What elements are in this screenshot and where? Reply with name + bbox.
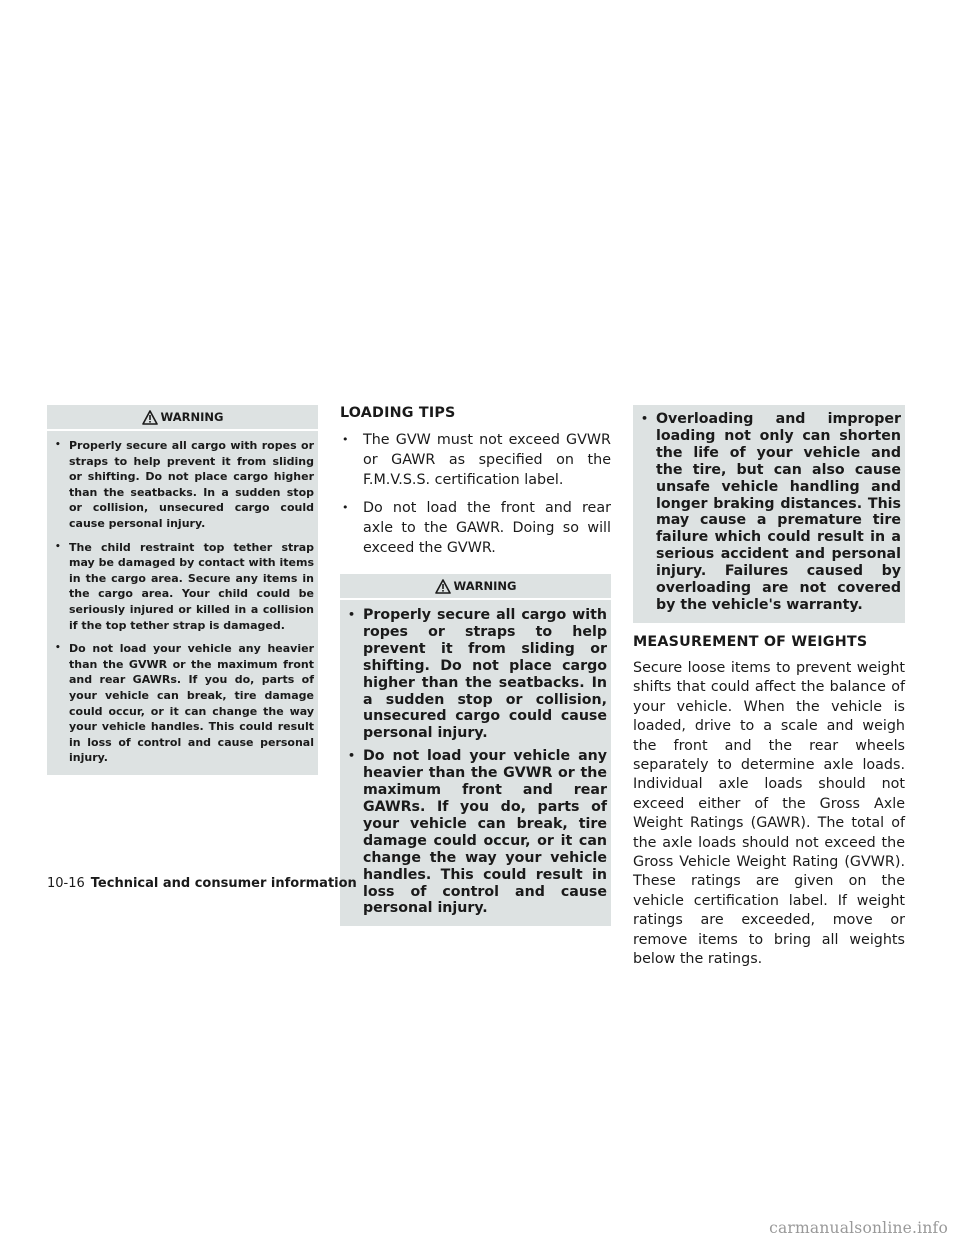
section-title: Technical and consumer information — [90, 876, 357, 891]
bullet: • — [348, 608, 356, 621]
warning-header — [47, 405, 318, 431]
list-item: • Do not load your vehicle any heavier than the GVWR or the maximum front and rear GAWRs. If you do, parts of your vehicle can break, tire damage could occur, or it can change the way your vehicle handles. This could result in loss of control and cause personal injury. — [55, 642, 314, 765]
list-item: • Do not load your vehicle any heavier than the GVWR or the maximum front and rear GAWRs. If you do, parts of your vehicle can break, tire damage could occur, or it can change the way your vehicle handles. This could result in loss of control and cause personal injury. — [348, 748, 607, 917]
section-heading-measurement: MEASUREMENT OF WEIGHTS — [633, 633, 868, 650]
list-item: • The child restraint top tether strap may be damaged by contact with items in the cargo area. Secure any items in the cargo area. Your child could be seriously injured or killed in a collision if the top tether strap is damaged. — [55, 540, 314, 632]
warning-list — [47, 431, 318, 775]
warning-box-1 — [47, 405, 318, 775]
page-number: 10-16 — [47, 876, 85, 891]
warning-label: WARNING — [160, 410, 224, 424]
watermark: carmanualsonline.info — [769, 1219, 948, 1237]
bullet: • — [55, 643, 61, 654]
column-right — [633, 405, 905, 969]
list-item: • Properly secure all cargo with ropes or straps to help prevent it from sliding or shifting. Do not place cargo higher than the seatbacks. In a sudden stop or collision, unsecured cargo could cause personal injury. — [55, 439, 314, 530]
warning-triangle-icon — [142, 410, 158, 425]
list-item: • The GVW must not exceed GVWR or GAWR as specified on the F.M.V.S.S. certification label. — [342, 432, 611, 488]
warning-list — [633, 405, 905, 623]
warning-label: WARNING — [453, 579, 517, 593]
list-item: • Properly secure all cargo with ropes or straps to help prevent it from sliding or shifting. Do not place cargo higher than the seatbacks. In a sudden stop or collision, unsecured cargo could cause personal injury. — [348, 607, 607, 742]
warning-box-continued — [633, 405, 905, 623]
page-footer — [47, 876, 357, 891]
warning-triangle-icon — [435, 579, 451, 594]
list-item: • Do not load the front and rear axle to the GAWR. Doing so will exceed the GVWR. — [342, 500, 611, 556]
bullet: • — [55, 541, 61, 552]
section-heading-loading-tips: LOADING TIPS — [340, 405, 456, 421]
warning-box-2 — [340, 574, 611, 926]
column-middle — [340, 404, 611, 926]
column-left — [47, 405, 318, 775]
bullet: • — [342, 501, 349, 514]
bullet: • — [342, 433, 349, 446]
warning-list — [340, 600, 611, 926]
measurement-paragraph: Secure loose items to prevent weight shifts that could affect the balance of your vehicle. When the vehicle is loaded, drive to a scale and weigh the front and the rear wheels separately to determine axle loads. Individual axle loads should not exceed either of the Gross Axle Weight Ratings (GAWR). The total of the axle loads should not exceed the Gross Vehicle Weight Rating (GVWR). These ratings are given on the vehicle certification label. If weight ratings are exceeded, move or remove items to bring all weights below the ratings. — [633, 659, 905, 967]
bullet: • — [348, 749, 356, 763]
loading-tips-list — [340, 430, 611, 558]
bullet: • — [641, 412, 649, 425]
bullet: • — [55, 440, 61, 450]
warning-header — [340, 574, 611, 600]
list-item: • Overloading and improper loading not only can shorten the life of your vehicle and the tire, but can also cause unsafe vehicle handling and longer braking distances. This may cause a premature tire failure which could result in a serious accident and personal injury. Failures caused by overloading are not covered by the vehicle's warranty. — [641, 411, 901, 613]
